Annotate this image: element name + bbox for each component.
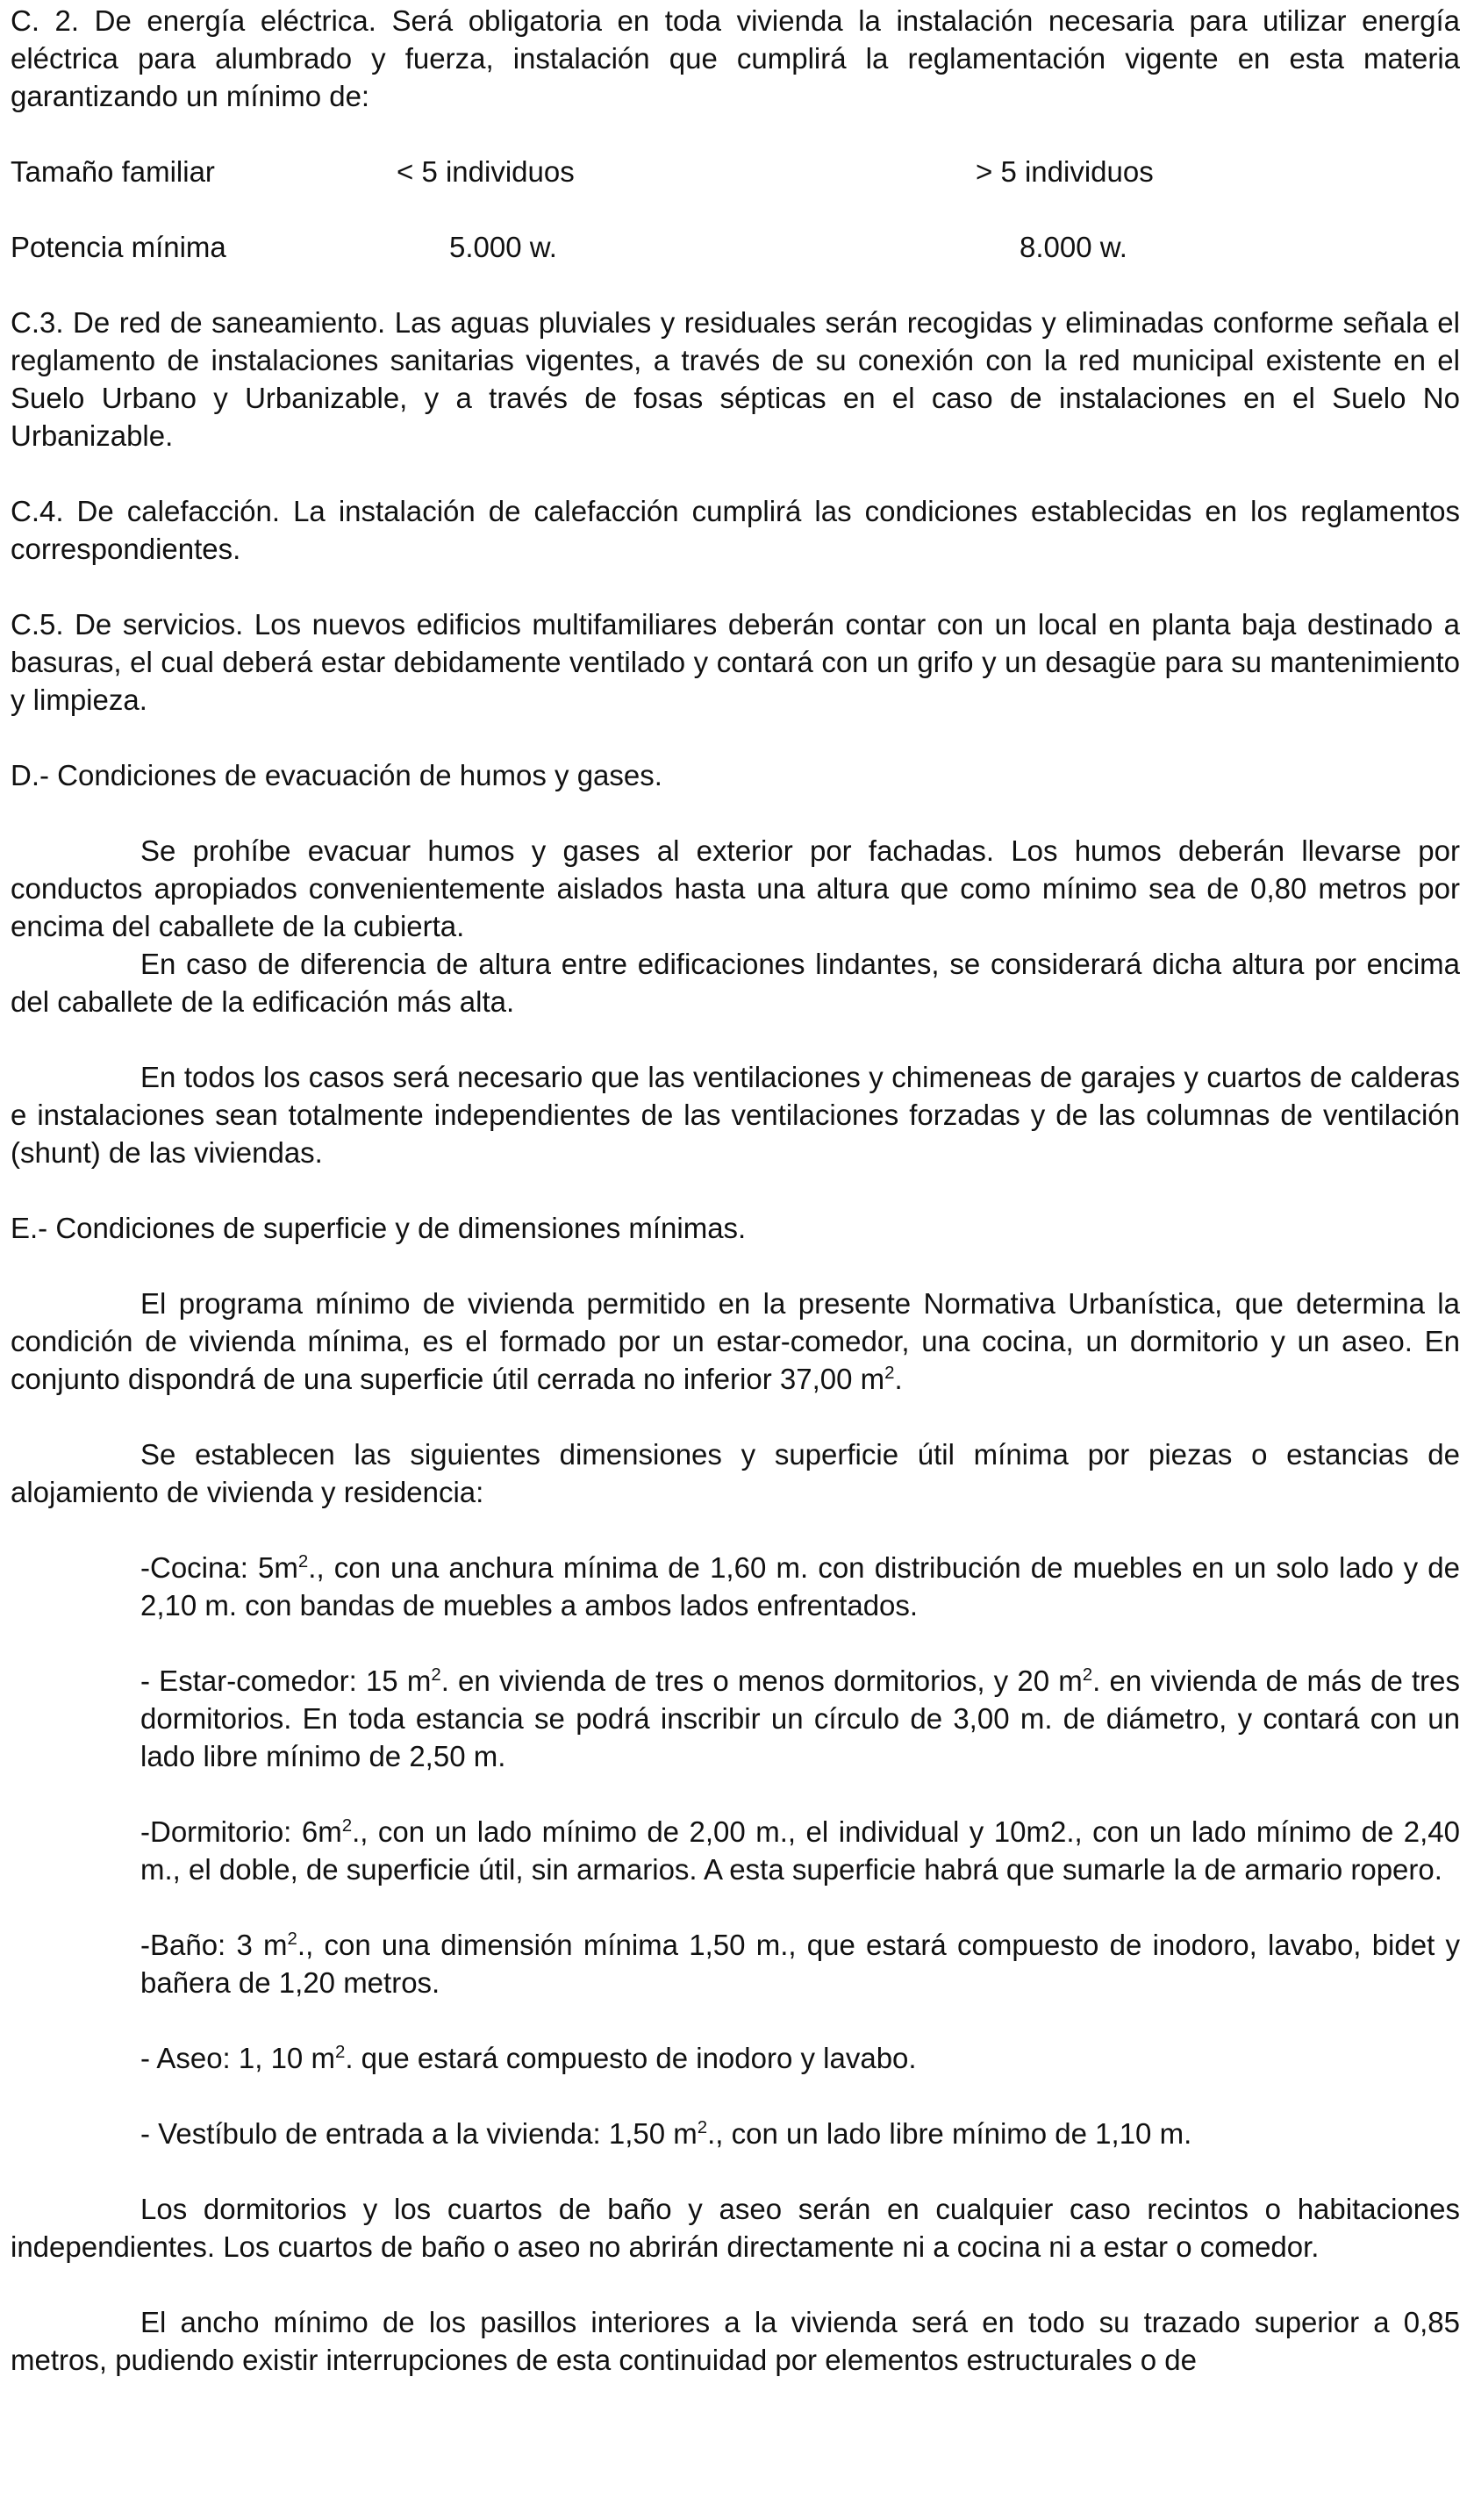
table-cell-large-family-power: 8.000 w. (1020, 231, 1127, 263)
list-item-estar-comedor: - Estar-comedor: 15 $m^2$. en vivienda de tres o menos dormitorios, y 20 $m^2$. en vivienda de más de tres dormitorios. En toda estancia se podrá inscribir un círculo de 3,00 m. de diámetro, y contará con un lado libre mínimo de 2,50 m. (140, 1664, 1460, 1772)
section-c3-paragraph: C.3. De red de saneamiento. Las aguas pluviales y residuales serán recogidas y eliminadas conforme señala el reglamento de instalaciones sanitarias vigentes, a través de su conexión con la red municipal existente en el Suelo Urbano y Urbanizable, y a través de fosas sépticas en el caso de instalaciones en el Suelo No Urbanizable. (11, 306, 1460, 452)
section-d-paragraph-3: En todos los casos será necesario que las ventilaciones y chimeneas de garajes y cuartos de calderas e instalaciones sean totalmente independientes de las ventilaciones forzadas y de las columnas de ventilación (shunt) de las viviendas. (11, 1061, 1460, 1169)
section-d-paragraph-2: En caso de diferencia de altura entre edificaciones lindantes, se considerará dicha altura por encima del caballete de la edificación más alta. (11, 948, 1460, 1018)
list-item-aseo: - Aseo: 1, 10 $m^2$. que estará compuesto de inodoro y lavabo. (140, 2042, 917, 2074)
section-e-paragraph-4: El ancho mínimo de los pasillos interiores a la vivienda será en todo su trazado superior a 0,85 metros, pudiendo existir interrupciones de esta continuidad por elementos estructurales o de (11, 2306, 1460, 2376)
section-c4-paragraph: C.4. De calefacción. La instalación de calefacción cumplirá las condiciones establecidas en los reglamentos correspondientes. (11, 495, 1460, 565)
list-item-cocina: -Cocina: $5m^2$., con una anchura mínima de 1,60 m. con distribución de muebles en un solo lado y de 2,10 m. con bandas de muebles a ambos lados enfrentados. (140, 1551, 1461, 1622)
section-c5-paragraph: C.5. De servicios. Los nuevos edificios multifamiliares deberán contar con un local en planta baja destinado a basuras, el cual deberá estar debidamente ventilado y contará con un grifo y un desagüe para su mantenimiento y limpieza. (11, 608, 1460, 716)
section-c2-paragraph: C. 2. De energía eléctrica. Será obligatoria en toda vivienda la instalación necesaria para utilizar energía eléctrica para alumbrado y fuerza, instalación que cumplirá la reglamentación vigente en esta materia garantizando un mínimo de: (11, 4, 1460, 112)
section-e-paragraph-1: El programa mínimo de vivienda permitido en la presente Normativa Urbanística, que determina la condición de vivienda mínima, es el formado por un estar-comedor, una cocina, un dormitorio y un aseo. En conjunto dispondrá de una superficie útil cerrada no inferior 37,00 $m^2$. (11, 1287, 1460, 1395)
table-cell-small-family: < 5 individuos (397, 155, 575, 188)
power-requirements-table (11, 153, 1388, 266)
table-cell-small-family-power: 5.000 w. (449, 231, 557, 263)
table-row-min-power (11, 228, 1388, 266)
table-cell-label: Tamaño familiar (11, 155, 215, 188)
table-cell-label: Potencia mínima (11, 231, 226, 263)
section-e-heading: E.- Condiciones de superficie y de dimensiones mínimas. (11, 1212, 747, 1244)
table-row-family-size (11, 153, 1388, 228)
section-d-paragraph-1: Se prohíbe evacuar humos y gases al exterior por fachadas. Los humos deberán llevarse por conductos apropiados convenientemente aislados hasta una altura que como mínimo sea de 0,80 metros por encima del caballete de la cubierta. (11, 834, 1460, 942)
section-e-paragraph-3: Los dormitorios y los cuartos de baño y aseo serán en cualquier caso recintos o habitaciones independientes. Los cuartos de baño o aseo no abrirán directamente ni a cocina ni a estar o comedor. (11, 2193, 1460, 2263)
list-item-bano: -Baño: 3 $m^2$., con una dimensión mínima 1,50 m., que estará compuesto de inodoro, lavabo, bidet y bañera de 1,20 metros. (140, 1929, 1460, 1999)
list-item-vestibulo: - Vestíbulo de entrada a la vivienda: 1,50 $m^2$., con un lado libre mínimo de 1,10 m. (140, 2117, 1192, 2150)
section-d-heading: D.- Condiciones de evacuación de humos y gases. (11, 759, 662, 791)
list-item-dormitorio: -Dormitorio: $6m^2$., con un lado mínimo de 2,00 m., el individual y 10m2., con un lado mínimo de 2,40 m., el doble, de superficie útil, sin armarios. A esta superficie habrá que sumarle la de armario ropero. (140, 1815, 1461, 1886)
table-cell-large-family: > 5 individuos (976, 155, 1154, 188)
section-e-paragraph-2: Se establecen las siguientes dimensiones y superficie útil mínima por piezas o estancias de alojamiento de vivienda y residencia: (11, 1438, 1460, 1508)
